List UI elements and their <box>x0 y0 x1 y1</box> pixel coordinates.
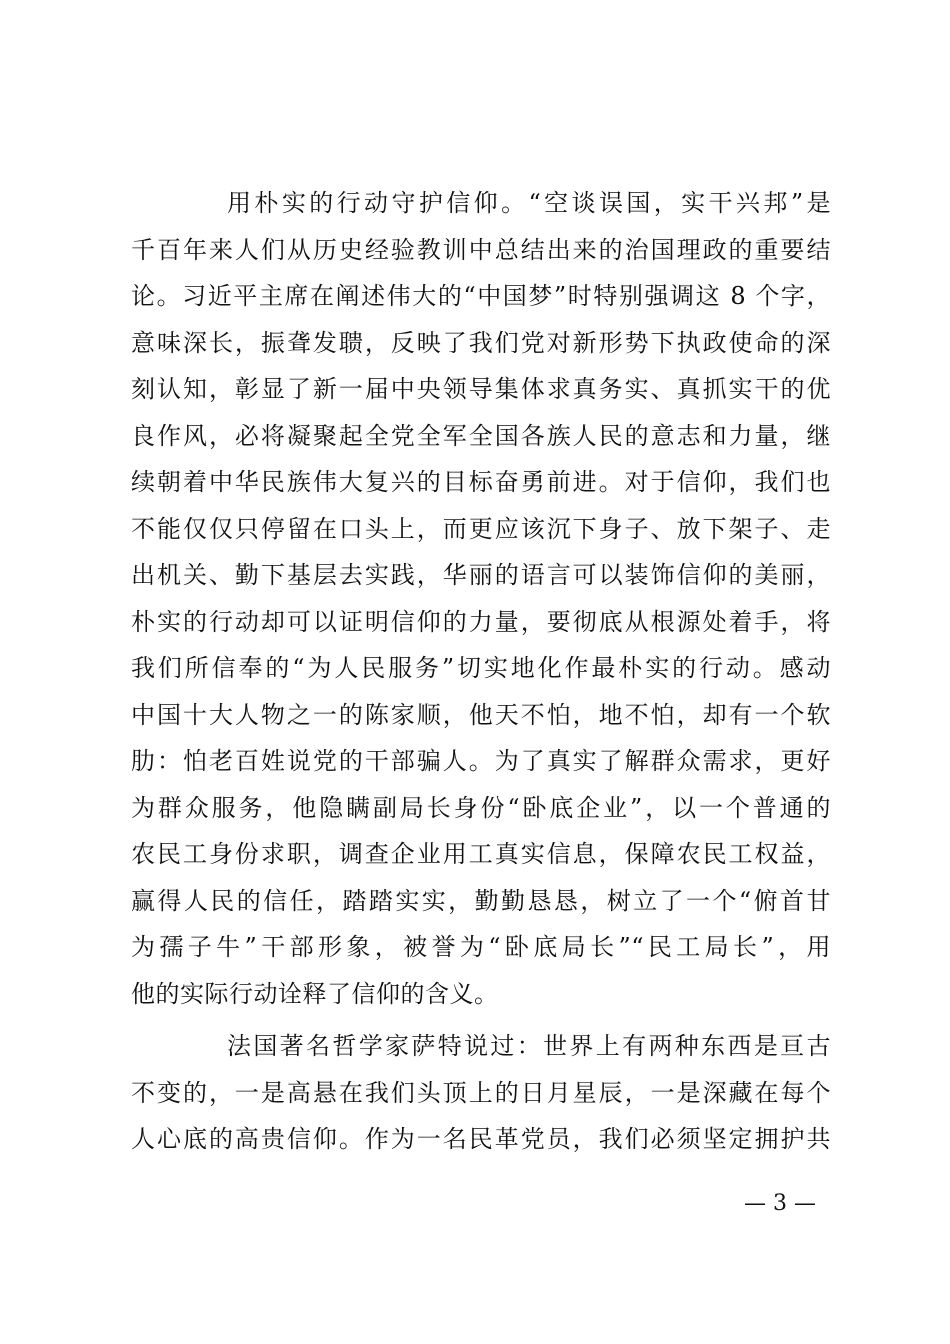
paragraph-1 <box>131 180 831 1017</box>
paragraph-line: 论。习近平主席在阐述伟大的“中国梦”时特别强调这 8 个字， <box>131 282 831 310</box>
paragraph-line: 朴实的行动却可以证明信仰的力量，要彻底从根源处着手，将 <box>131 607 831 636</box>
paragraph-line: 不变的，一是高悬在我们头顶上的日月星辰，一是深藏在每个 <box>131 1078 831 1107</box>
paragraph-line: 不能仅仅只停留在口头上，而更应该沉下身子、放下架子、走 <box>131 514 831 543</box>
page-number: — 3 — <box>744 1191 816 1216</box>
paragraph-line: 肋：怕老百姓说党的干部骗人。为了真实了解群众需求，更好 <box>131 747 831 775</box>
paragraph-line: 我们所信奉的“为人民服务”切实地化作最朴实的行动。感动 <box>131 654 831 682</box>
paragraph-line: 为群众服务，他隐瞒副局长身份“卧底企业”，以一个普通的 <box>131 793 831 822</box>
paragraph-line: 他的实际行动诠释了信仰的含义。 <box>131 979 499 1008</box>
paragraph-line: 续朝着中华民族伟大复兴的目标奋勇前进。对于信仰，我们也 <box>131 468 831 496</box>
paragraph-line: 良作风，必将凝聚起全党全军全国各族人民的意志和力量，继 <box>131 421 831 450</box>
paragraph-line: 千百年来人们从历史经验教训中总结出来的治国理政的重要结 <box>131 235 831 264</box>
paragraph-line: 用朴实的行动守护信仰。“空谈误国，实干兴邦”是 <box>227 189 831 217</box>
paragraph-2 <box>131 1023 831 1163</box>
paragraph-line: 中国十大人物之一的陈家顺，他天不怕，地不怕，却有一个软 <box>131 700 831 729</box>
paragraph-line: 为孺子牛”干部形象，被誉为“卧底局长”“民工局长”，用 <box>131 933 831 961</box>
paragraph-line: 出机关、勤下基层去实践，华丽的语言可以装饰信仰的美丽， <box>131 561 831 589</box>
paragraph-line: 赢得人民的信任，踏踏实实，勤勤恳恳，树立了一个“俯首甘 <box>131 886 831 915</box>
paragraph-line: 意味深长，振聋发聩，反映了我们党对新形势下执政使命的深 <box>131 328 831 357</box>
paragraph-line: 刻认知，彰显了新一届中央领导集体求真务实、真抓实干的优 <box>131 375 831 403</box>
body-text <box>131 180 831 1163</box>
paragraph-line: 法国著名哲学家萨特说过：世界上有两种东西是亘古 <box>227 1032 831 1060</box>
paragraph-line: 农民工身份求职，调查企业用工真实信息，保障农民工权益， <box>131 840 831 868</box>
paragraph-line: 人心底的高贵信仰。作为一名民革党员，我们必须坚定拥护共 <box>131 1125 831 1153</box>
